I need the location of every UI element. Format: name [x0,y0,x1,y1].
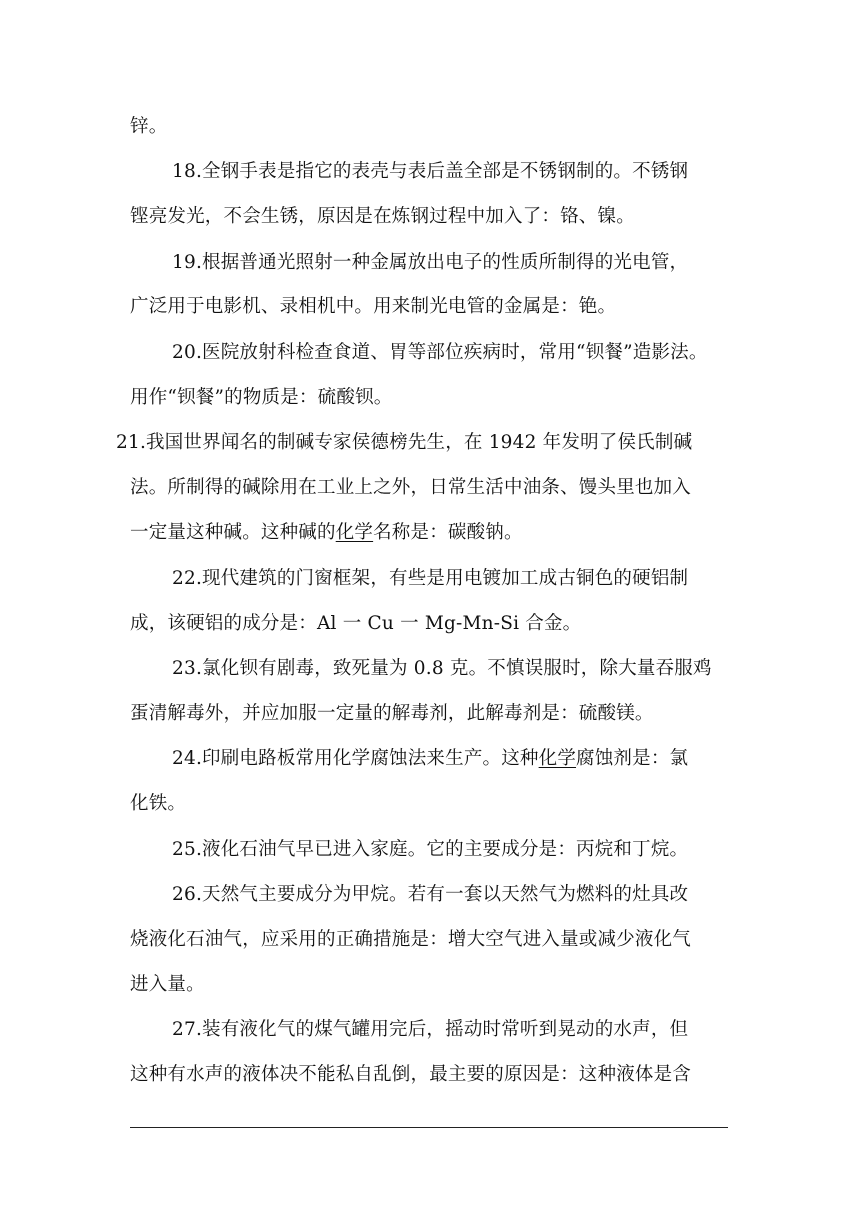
paragraph-line: 用作“钡餐”的物质是：硫酸钡。 [130,387,393,408]
paragraph-line: 锌。 [130,116,168,137]
paragraph-line: 23.氯化钡有剧毒，致死量为 0.8 克。不慎误服时，除大量吞服鸡 [172,658,712,679]
paragraph-line: 成，该硬铝的成分是：Al 一 Cu 一 Mg-Mn-Si 合金。 [130,613,582,634]
paragraph-line [172,747,732,771]
paragraph-line: 烧液化石油气，应采用的正确措施是：增大空气进入量或减少液化气 [130,929,692,950]
paragraph-line: 蛋清解毒外，并应加服一定量的解毒剂，此解毒剂是：硫酸镁。 [130,703,654,724]
paragraph-line: 铿亮发光，不会生锈，原因是在炼钢过程中加入了：铬、镍。 [130,206,635,227]
paragraph-line: 22.现代建筑的门窗框架，有些是用电镀加工成古铜色的硬铝制 [172,568,689,589]
paragraph-line: 化铁。 [130,793,187,814]
line-segment: 腐蚀剂是：氯 [576,748,689,769]
paragraph-line: 25.液化石油气早已进入家庭。它的主要成分是：丙烷和丁烷。 [172,839,689,860]
paragraph-line: 27.装有液化气的煤气罐用完后，摇动时常听到晃动的水声，但 [172,1019,689,1040]
paragraph-line [130,521,730,545]
paragraph-line: 进入量。 [130,974,205,995]
paragraph-line: 法。所制得的碱除用在工业上之外，日常生活中油条、馒头里也加入 [130,477,692,498]
paragraph-line: 广泛用于电影机、录相机中。用来制光电管的金属是：铯。 [130,296,617,317]
paragraph-line: 20.医院放射科检查食道、胃等部位疾病时，常用“钡餐”造影法。 [172,342,708,363]
paragraph-line: 21.我国世界闻名的制碱专家侯德榜先生，在 1942 年发明了侯氏制碱 [116,432,693,453]
chemistry-link[interactable]: 化学 [538,748,577,769]
line-segment: 名称是：碳酸钠。 [373,522,523,543]
footer-divider [130,1127,728,1128]
paragraph-line: 18.全钢手表是指它的表壳与表后盖全部是不锈钢制的。不锈钢 [172,161,689,182]
paragraph-line: 19.根据普通光照射一种金属放出电子的性质所制得的光电管， [172,252,689,273]
line-segment: 一定量这种碱。这种碱的 [130,522,336,543]
line-segment: 24.印刷电路板常用化学腐蚀法来生产。这种 [172,748,539,769]
chemistry-link[interactable]: 化学 [335,522,374,543]
paragraph-line: 这种有水声的液体决不能私自乱倒，最主要的原因是：这种液体是含 [130,1064,692,1085]
paragraph-line: 26.天然气主要成分为甲烷。若有一套以天然气为燃料的灶具改 [172,884,689,905]
